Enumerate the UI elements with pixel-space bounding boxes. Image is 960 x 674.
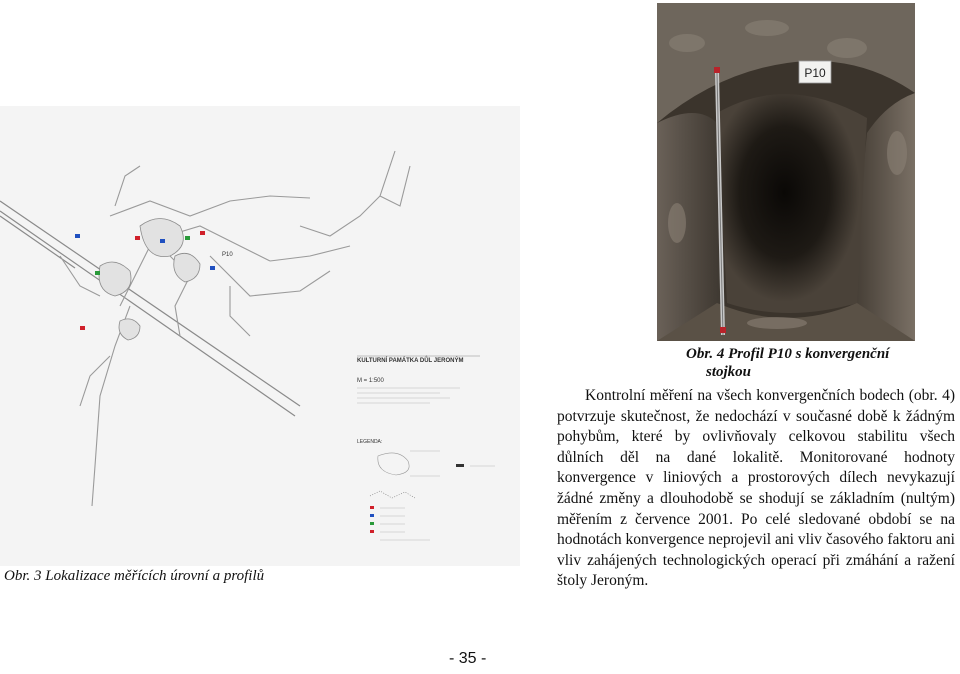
tunnel-photo-drawing — [657, 3, 915, 341]
photo-caption-line1: Obr. 4 Profil P10 s konvergenční — [686, 346, 890, 362]
map-scale: M = 1:500 — [357, 378, 384, 384]
photo-caption — [686, 345, 926, 381]
map-marker-label: P10 — [222, 252, 233, 258]
map-caption: Obr. 3 Lokalizace měřících úrovní a profilů — [4, 568, 265, 584]
body-paragraph — [557, 386, 955, 592]
mine-map-drawing — [0, 106, 520, 566]
page-number: - 35 - — [449, 650, 487, 667]
mine-map-figure — [0, 106, 520, 566]
map-legend-title: KULTURNÍ PAMÁTKA DŮL JERONÝM — [357, 358, 464, 364]
profile-sign-text: P10 — [804, 66, 826, 80]
map-legend-subtitle: LEGENDA: — [357, 439, 383, 445]
body-paragraph-text: Kontrolní měření na všech konvergenčních bodech (obr. 4) potvrzuje skutečnost, že nedochází v současné době k žádným pohybům, které by ovlivňovaly celkovou stabilitu všech důlních děl na dané lokalitě. Monitorované hodnoty konvergence v liniových a prostorových dílech nevykazují žádné změny a dlouhodobě se shodují se základním (nultým) měřením z července 2001. Po celé sledované období se na hodnotách konvergence neprojevil ani vliv časového faktoru ani vliv zahájených technologických operací při zmáhání a ražení štoly Jeroným. — [557, 387, 955, 590]
photo-caption-line2: stojkou — [706, 364, 752, 380]
tunnel-photo — [657, 3, 915, 341]
